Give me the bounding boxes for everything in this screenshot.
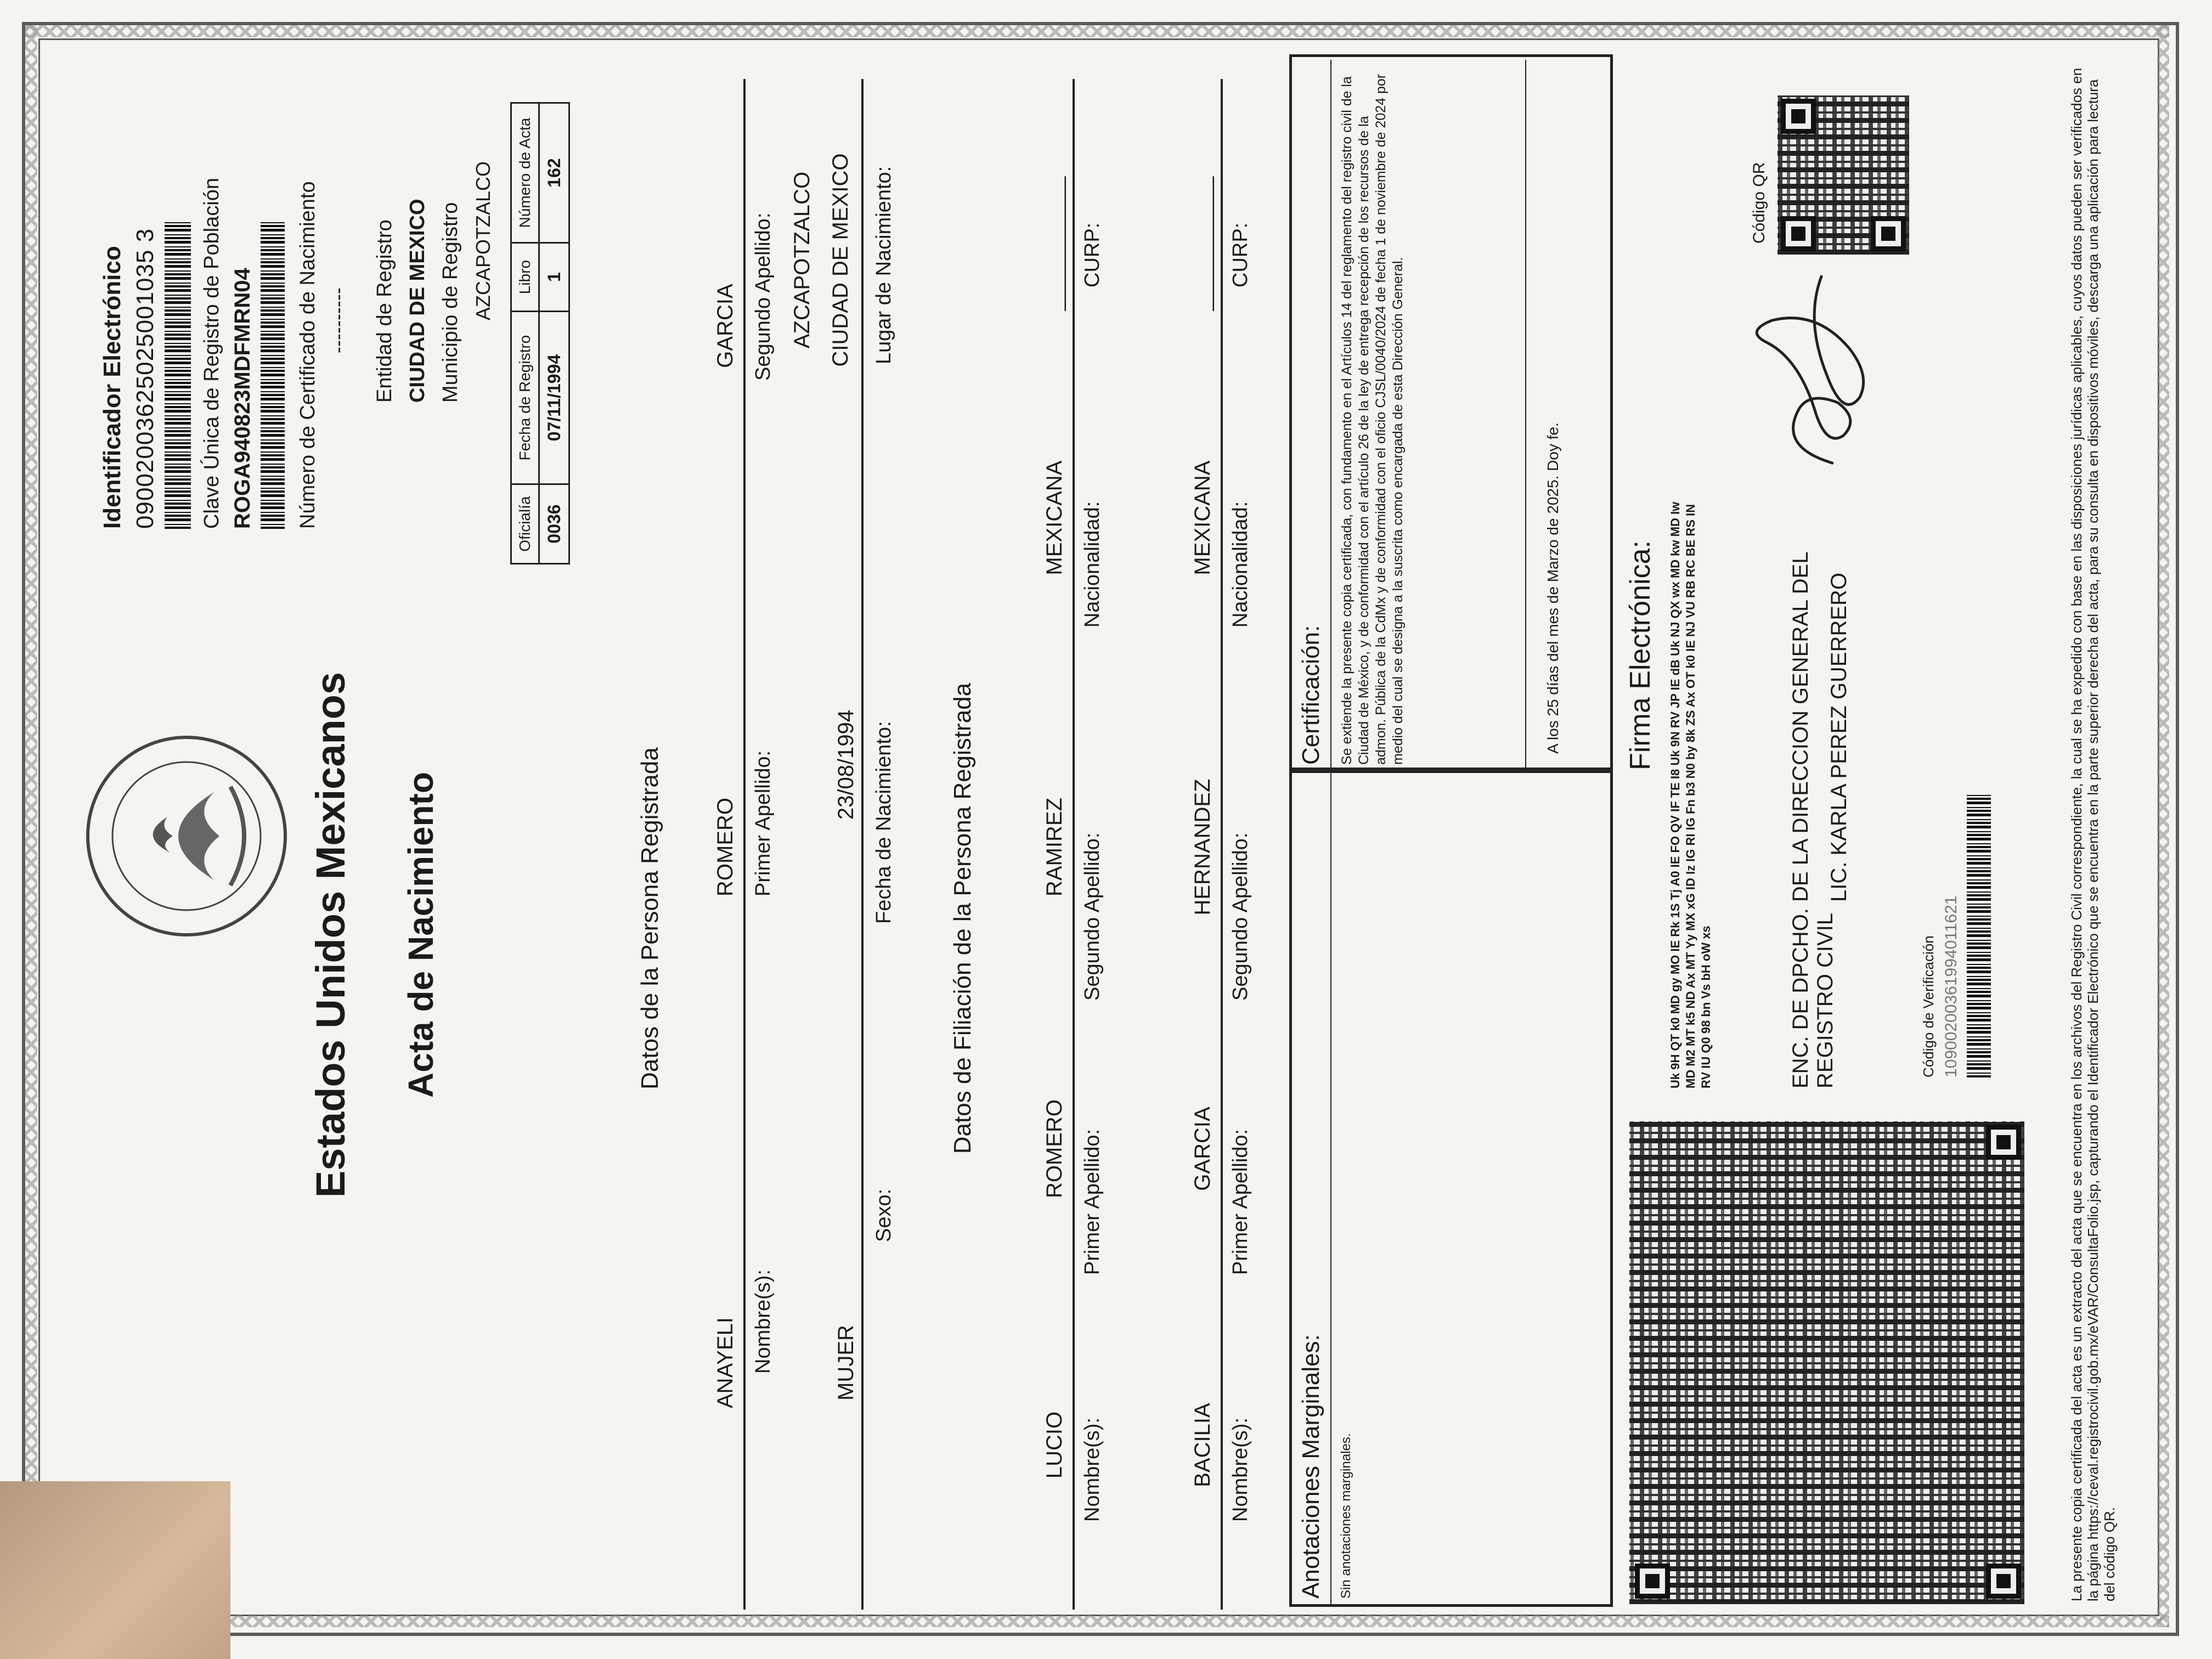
second-surname-label: Segundo Apellido: <box>752 212 775 381</box>
value-libro: 1 <box>539 243 569 312</box>
header-numero-acta: Número de Acta <box>511 103 539 243</box>
birth-place-line2: CIUDAD DE MEXICO <box>828 153 853 367</box>
father-nationality-label: Nacionalidad: <box>1081 501 1104 628</box>
father-second-surname: RAMIREZ <box>1042 798 1066 896</box>
person-sex: MUJER <box>834 1325 858 1401</box>
person-second-surname: GARCIA <box>713 284 737 368</box>
value-fecha-registro: 07/11/1994 <box>539 312 569 484</box>
header-oficialia: Oficialía <box>511 484 539 564</box>
rule-mother <box>1221 79 1223 1610</box>
qr-finder-icon <box>1986 1125 2021 1160</box>
mother-nationality: MEXICANA <box>1190 460 1215 575</box>
curp-barcode <box>261 222 285 529</box>
mother-curp: ___________ <box>1190 176 1215 311</box>
annotations-rule <box>1330 773 1331 1604</box>
mother-first-surname-label: Primer Apellido: <box>1229 1128 1252 1275</box>
rule-person-names <box>743 79 746 1610</box>
value-oficialia: 0036 <box>539 484 569 564</box>
birth-place-label: Lugar de Nacimiento: <box>872 166 895 364</box>
national-seal-icon <box>77 726 296 946</box>
father-curp-label: CURP: <box>1081 222 1104 287</box>
parents-title: Datos de Filiación de la Persona Registrada <box>949 682 976 1154</box>
mother-nationality-label: Nacionalidad: <box>1229 501 1252 628</box>
annotations-text: Sin anotaciones marginales. <box>1339 1433 1353 1599</box>
verification-barcode <box>1967 792 1991 1077</box>
annotations-box <box>1289 768 1613 1607</box>
person-names: ANAYELI <box>713 1317 737 1408</box>
qr-finder-icon <box>1871 216 1906 251</box>
mother-names: BACILIA <box>1190 1403 1215 1487</box>
first-surname-label: Primer Apellido: <box>752 750 775 896</box>
certification-date: A los 25 días del mes de Marzo de 2025. Doy fe. <box>1544 422 1561 754</box>
annotations-title: Anotaciones Marginales: <box>1297 1334 1324 1599</box>
qr-finder-icon <box>1635 1564 1670 1599</box>
qr-finder-icon <box>1781 99 1816 134</box>
mother-second-surname: HERNANDEZ <box>1190 778 1215 916</box>
header-libro: Libro <box>511 243 539 312</box>
certification-rule <box>1330 60 1331 770</box>
electronic-id-value: 09002003625025001035 3 <box>132 228 159 529</box>
rule-father <box>1073 79 1075 1610</box>
father-nationality: MEXICANA <box>1042 460 1066 575</box>
qr-finder-icon <box>1986 1564 2021 1599</box>
birth-place-line1: AZCAPOTZALCO <box>790 171 814 349</box>
registry-table <box>510 102 570 565</box>
certification-text: Se extiende la presente copia certificada, con fundamento en el Artículos 14 del reglamento del registro civil de la Ciudad de México, y de conformidad con el artículo 26 de la ley de entrega recepción de los recursos de la admon. Pública de la CdMx y de conformidad con el oficio CJSL/0040/2024 de fecha 1 de noviembre de 2024 por medio del cual se designa a la suscrita como encargada de esta Dirección General. <box>1339 74 1406 765</box>
verification-value: 10900200361994011621 <box>1942 895 1960 1077</box>
person-birth-date: 23/08/1994 <box>834 709 858 820</box>
registry-entity-value: CIUDAD DE MEXICO <box>406 199 429 403</box>
certificate-number-value: ---------- <box>326 287 349 353</box>
mother-first-surname: GARCIA <box>1190 1107 1215 1191</box>
curp-label: Clave Única de Registro de Población <box>200 177 223 529</box>
qr-finder-icon <box>1781 216 1816 251</box>
father-names: LUCIO <box>1042 1411 1066 1479</box>
father-first-surname: ROMERO <box>1042 1099 1066 1198</box>
rule-person-birth <box>861 79 864 1610</box>
official-title: ENC. DE DPCHO. DE LA DIRECCION GENERAL DEL REGISTRO CIVIL <box>1788 552 1837 1088</box>
certification-title: Certificación: <box>1297 625 1324 765</box>
registry-entity-label: Entidad de Registro <box>373 219 396 403</box>
document-title: Acta de Nacimiento <box>401 772 441 1098</box>
father-names-label: Nombre(s): <box>1081 1417 1104 1522</box>
certification-date-rule <box>1525 60 1526 770</box>
names-label: Nombre(s): <box>752 1269 775 1374</box>
father-first-surname-label: Primer Apellido: <box>1081 1128 1104 1275</box>
verification-label: Código de Verificación <box>1920 935 1937 1077</box>
electronic-qr-code <box>1778 95 1909 255</box>
signature-title: Firma Electrónica: <box>1624 540 1656 770</box>
registry-municipality-label: Municipio de Registro <box>439 202 462 403</box>
electronic-id-barcode <box>165 222 191 529</box>
mother-second-surname-label: Segundo Apellido: <box>1229 832 1252 1001</box>
country-title: Estados Unidos Mexicanos <box>308 672 353 1198</box>
certificate-number-label: Número de Certificado de Nacimiento <box>296 181 319 529</box>
father-second-surname-label: Segundo Apellido: <box>1081 832 1104 1001</box>
registry-municipality-value: AZCAPOTZALCO <box>472 161 494 320</box>
mother-curp-label: CURP: <box>1229 222 1252 287</box>
handwritten-signature-icon <box>1734 255 1876 485</box>
qr-label: Código QR <box>1750 162 1768 244</box>
person-first-surname: ROMERO <box>713 798 737 896</box>
father-curp: ___________ <box>1042 176 1066 311</box>
verification-qr-code <box>1629 1121 2024 1604</box>
header-fecha-registro: Fecha de Registro <box>511 312 539 484</box>
signature-hash: Uk 9H QT k0 MD gy MO IE Rk 1S Tj A0 IE FO QV IF TE I8 Uk 9N RV JP IE dB Uk NJ QX wx MD kw MD Iw MD M2 MT k5 ND Ax MT Yy MX xG ID Iz IG RI IG Fn b3 N0 by 8k ZS Ax OT k0 IE NJ VU RB RC BE RS IN RV IU Q0 98 bn Vs bH oW xs <box>1668 501 1713 1088</box>
official-name: LIC. KARLA PEREZ GUERRERO <box>1827 572 1851 902</box>
footer-legal-text: La presente copia certificada del acta es un extracto del acta que se encuentra en los archivos del Registro Civil correspondiente, la cual se ha expedido con base en las disposiciones jurídicas aplicables, cuyos datos pueden ser verificados en la página https://ceval.registrocivil.gob.mx/eVAR/ConsultaFolio.jsp, capturando el Identificador Electrónico que se encuentra en la parte superior derecha del acta, para su consulta en dispositivos móviles, descarga una aplicación para lectura del código QR. <box>2068 67 2118 1601</box>
curp-value: ROGA940823MDFMRN04 <box>230 268 255 529</box>
electronic-id-label: Identificador Electrónico <box>99 246 126 529</box>
registered-person-title: Datos de la Persona Registrada <box>636 747 663 1090</box>
sex-label: Sexo: <box>872 1188 895 1242</box>
value-numero-acta: 162 <box>539 103 569 243</box>
mother-names-label: Nombre(s): <box>1229 1417 1252 1522</box>
birth-date-label: Fecha de Nacimiento: <box>872 721 895 924</box>
certification-box <box>1289 54 1613 773</box>
